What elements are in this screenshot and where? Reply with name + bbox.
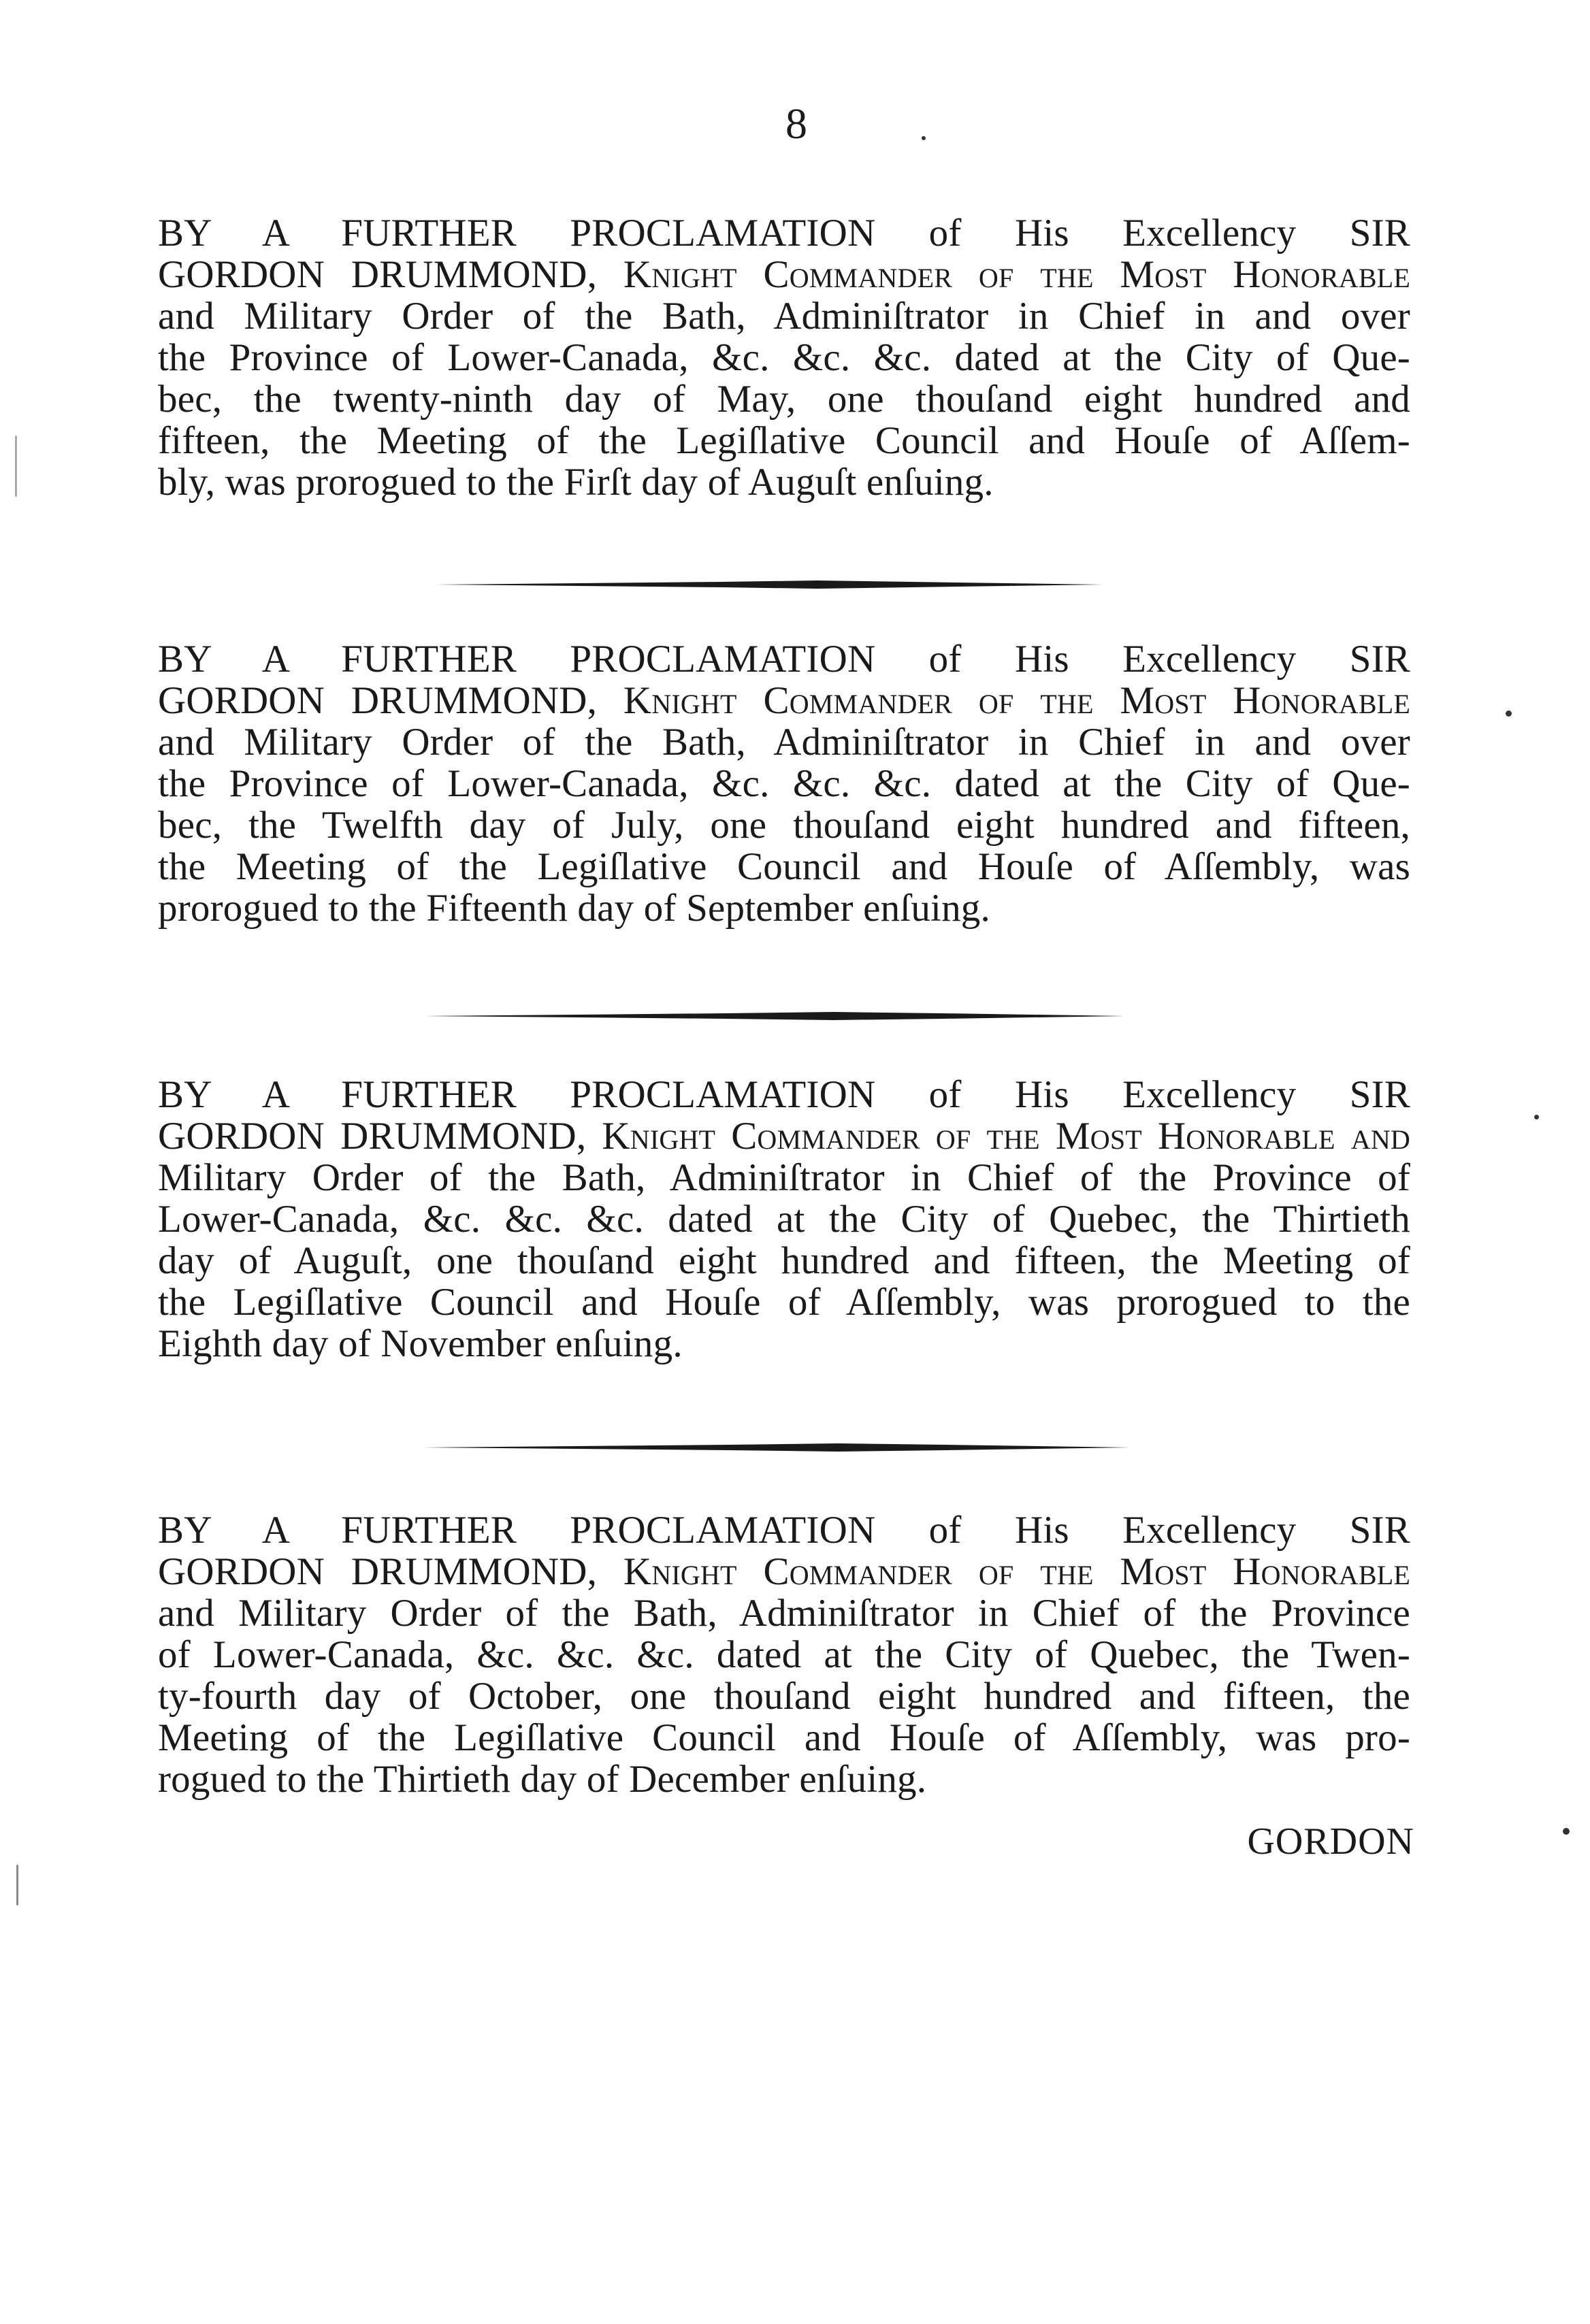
proclamation-line: BY A FURTHER PROCLAMATION of His Excellency SIR [158, 212, 1410, 255]
proclamation-line: the Meeting of the Legiſlative Council and Houſe of Aſſembly, was [158, 845, 1410, 888]
divider-rule [425, 1011, 1126, 1021]
proclamation-line: GORDON DRUMMOND, Knight Commander of the Moſt Honorable [158, 679, 1410, 722]
proclamation-line: and Military Order of the Bath, Adminiſtrator in Chief in and over [158, 721, 1410, 764]
proclamation-line: bec, the Twelfth day of July, one thouſand eight hundred and fifteen, [158, 804, 1410, 847]
divider-rule [422, 1443, 1130, 1452]
proclamation-line: bec, the twenty-ninth day of May, one thouſand eight hundred and [158, 378, 1410, 421]
proclamation-line: Meeting of the Legiſlative Council and Houſe of Aſſembly, was pro- [158, 1716, 1410, 1759]
proclamation-line: the Legiſlative Council and Houſe of Aſſembly, was prorogued to the [158, 1281, 1410, 1324]
proclamation-line: and Military Order of the Bath, Adminiſtrator in Chief of the Province [158, 1592, 1410, 1635]
scan-speck [1534, 1115, 1539, 1119]
proclamation-line: prorogued to the Fifteenth day of September enſuing. [158, 887, 990, 930]
proclamation-line: day of Auguſt, one thouſand eight hundred and fifteen, the Meeting of [158, 1239, 1410, 1282]
proclamation-line: BY A FURTHER PROCLAMATION of His Excellency SIR [158, 638, 1410, 681]
proclamation-line: and Military Order of the Bath, Adminiſtrator in Chief in and over [158, 295, 1410, 338]
proclamation-line: rogued to the Thirtieth day of December enſuing. [158, 1758, 927, 1801]
proclamation-line: BY A FURTHER PROCLAMATION of His Excellency SIR [158, 1509, 1410, 1552]
scan-speck [1506, 710, 1512, 717]
scan-speck [1563, 1828, 1570, 1835]
scan-speck [16, 1865, 18, 1905]
proclamation-line: BY A FURTHER PROCLAMATION of His Excellency SIR [158, 1073, 1410, 1116]
proclamation-line: GORDON DRUMMOND, Knight Commander of the Moſt Honorable and [158, 1115, 1410, 1158]
proclamation-1 [158, 212, 1410, 503]
proclamation-line: Eighth day of November enſuing. [158, 1322, 683, 1365]
proclamation-line: Military Order of the Bath, Adminiſtrator in Chief of the Province of [158, 1156, 1410, 1199]
signature: GORDON [1247, 1820, 1414, 1863]
page-number: 8 [785, 99, 807, 148]
proclamation-line: fifteen, the Meeting of the Legiſlative Council and Houſe of Aſſem- [158, 419, 1410, 462]
proclamation-2 [158, 638, 1410, 929]
proclamation-line: GORDON DRUMMOND, Knight Commander of the Moſt Honorable [158, 253, 1410, 296]
proclamation-line: of Lower-Canada, &c. &c. &c. dated at the City of Quebec, the Twen- [158, 1633, 1410, 1676]
scan-speck [922, 136, 926, 140]
scan-speck [15, 436, 17, 497]
proclamation-line: GORDON DRUMMOND, Knight Commander of the Moſt Honorable [158, 1550, 1410, 1593]
proclamation-line: bly, was prorogued to the Firſt day of Auguſt enſuing. [158, 461, 994, 504]
proclamation-line: Lower-Canada, &c. &c. &c. dated at the City of Quebec, the Thirtieth [158, 1198, 1410, 1241]
proclamation-4 [158, 1509, 1410, 1800]
proclamation-line: the Province of Lower-Canada, &c. &c. &c. dated at the City of Que- [158, 336, 1410, 379]
proclamation-line: the Province of Lower-Canada, &c. &c. &c. dated at the City of Que- [158, 762, 1410, 805]
proclamation-3 [158, 1074, 1410, 1364]
divider-rule [436, 580, 1103, 589]
proclamation-line: ty-fourth day of October, one thouſand eight hundred and fifteen, the [158, 1675, 1410, 1718]
